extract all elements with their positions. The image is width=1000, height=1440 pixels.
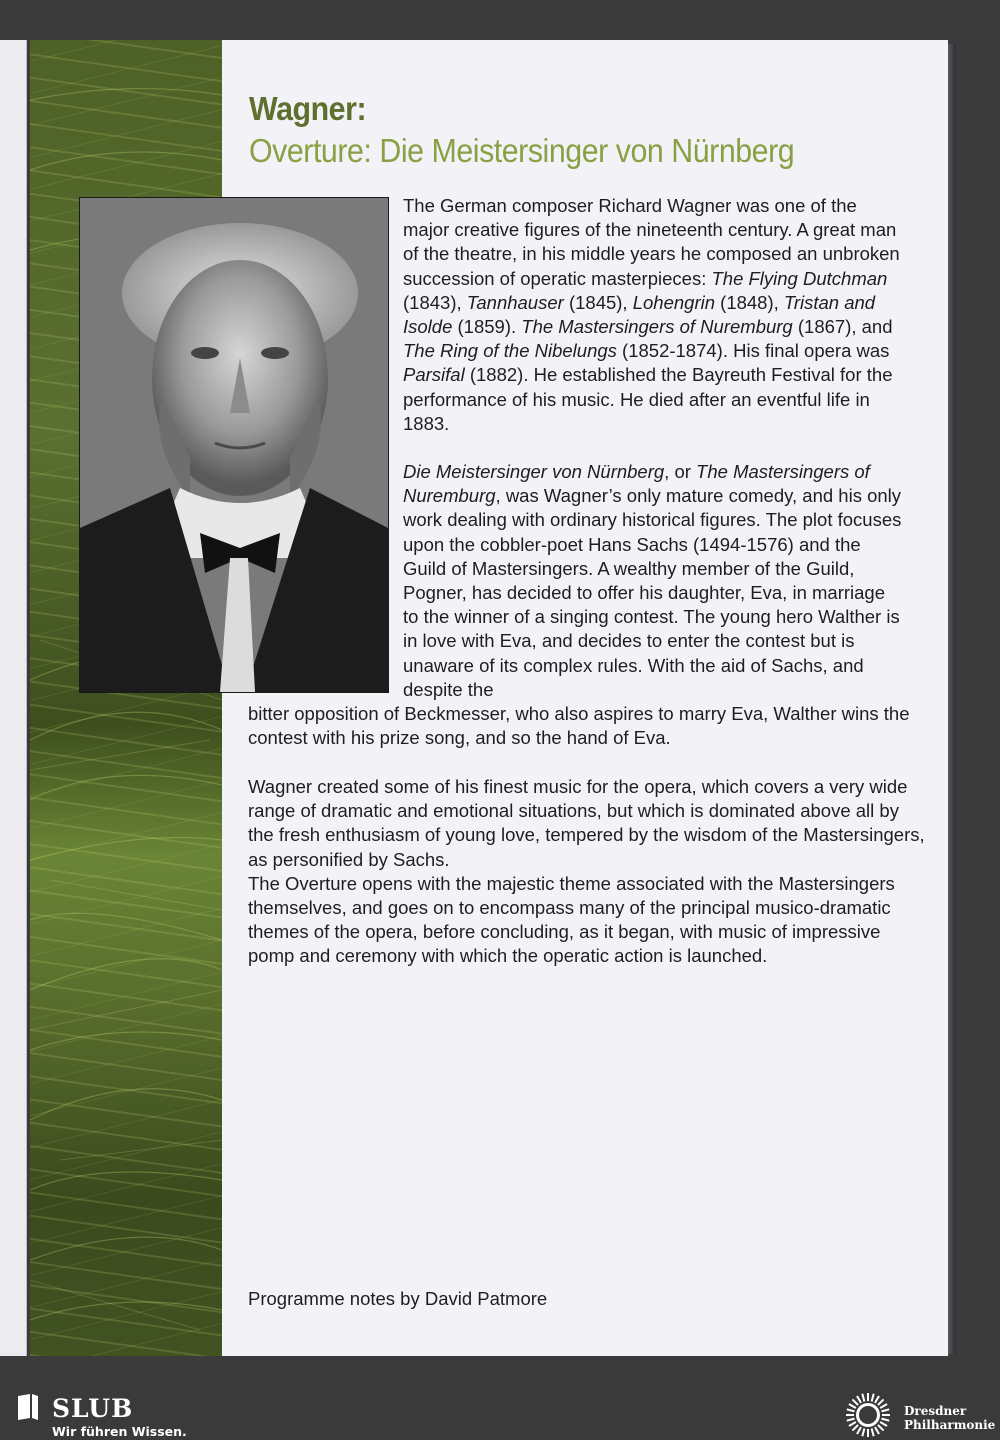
- portrait-photo-icon: [80, 198, 388, 692]
- biography-paragraph: The German composer Richard Wagner was one of the major creative figures of the nineteenth century. A great man of the theatre, in his middle years he composed an unbroken succession of operatic masterpieces: The Flying Dutchman (1843), Tannhauser (1845), Lohengrin (1848), Tristan and Isolde (1859). The Mastersingers of Nuremburg (1867), and The Ring of the Nibelungs (1852-1874). His final opera was Parsifal (1882). He established the Bayreuth Festival for the performance of his music. He died after an eventful life in 1883.: [403, 195, 900, 434]
- facing-page-edge: [0, 40, 27, 1356]
- partner-name: [904, 1404, 995, 1432]
- page-edge-shadow: [948, 44, 956, 1354]
- plot-paragraph-continued: bitter opposition of Beckmesser, who also aspires to marry Eva, Walther wins the contest with his prize song, and so the hand of Eva.: [248, 703, 910, 749]
- music-paragraph-part-2: The Overture opens with the majestic theme associated with the Mastersingers themselves, and goes on to encompass many of the principal musico-dramatic themes of the opera, before concluding, as it began, with music of impressive pomp and ceremony with which the operatic action is launched.: [248, 872, 895, 967]
- music-paragraph: [248, 775, 928, 969]
- composer-portrait: [79, 197, 389, 693]
- composer-heading: Wagner:: [249, 90, 367, 127]
- slub-tagline: Wir führen Wissen.: [52, 1424, 187, 1439]
- dresdner-philharmonie-sun-icon: [842, 1390, 894, 1440]
- music-paragraph-part-1: Wagner created some of his finest music for the opera, which covers a very wide range of dramatic and emotional situations, but which is dominated above all by the fresh enthusiasm of young love, tempered by the wisdom of the Mastersingers, as personified by Sachs.: [248, 776, 925, 870]
- slub-book-icon: [16, 1392, 40, 1422]
- work-title: Overture: Die Meistersinger von Nürnberg: [249, 132, 795, 169]
- partner-name-line1: Dresdner: [904, 1404, 967, 1418]
- programme-credit: Programme notes by David Patmore: [248, 1288, 548, 1309]
- programme-page: [30, 40, 948, 1356]
- plot-paragraph: Die Meistersinger von Nürnberg, or The Mastersingers of Nuremburg, was Wagner’s only mature comedy, and his only work dealing with ordinary historical figures. The plot focuses upon the cobbler-poet Hans Sachs (1494-1576) and the Guild of Mastersingers. A wealthy member of the Guild, Pogner, has decided to offer his daughter, Eva, in marriage to the winner of a singing contest. The young hero Walther is in love with Eva, and decides to enter the contest but is unaware of its complex rules. With the aid of Sachs, and despite the: [403, 461, 902, 700]
- slub-name: SLUB: [52, 1394, 134, 1423]
- partner-name-line2: Philharmonie: [904, 1418, 996, 1432]
